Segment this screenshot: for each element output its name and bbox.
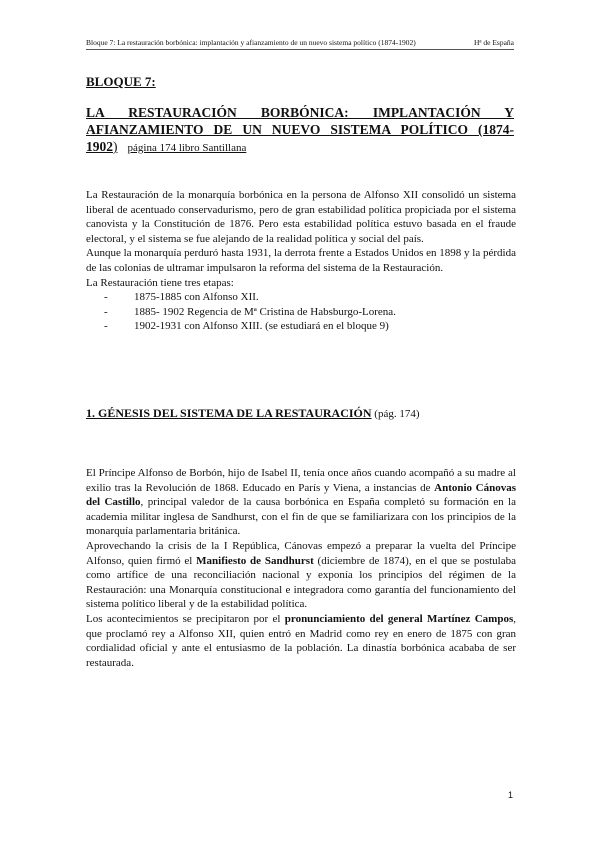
text-run: El Príncipe Alfonso de Borbón, hijo de Isabel II, tenía once años cuando acompañó a su madre al exilio tras la Revolución de 1868. Educado en París y Viena, a instancias de: [86, 467, 516, 494]
intro-paragraph-2: Aunque la monarquía perduró hasta 1931, la derrota frente a Estados Unidos en 1898 y la pérdida de las colonias de ultramar impulsaron la reforma del sistema de la Restauración.: [86, 247, 516, 274]
genesis-paragraph-2: [86, 539, 516, 612]
text-run: Aprovechando la crisis de la I República, Cánovas empezó a preparar la vuelta del Príncipe Alfonso, quien firmó el: [86, 539, 516, 567]
list-bullet: -: [104, 291, 108, 304]
stages-list: [86, 290, 516, 334]
section-1-heading: [86, 406, 420, 421]
page-number: 1: [508, 790, 514, 800]
section-1-body: [86, 466, 516, 670]
text-run: (diciembre de 1874), en el que se postulaba como artífice de una reconciliación nacional y exponía los principios del régimen de la Restauración: una Monarquía constitucional e integradora como garantía del funcionamiento del sistema político liberal y de la estabilidad política.: [86, 554, 516, 611]
list-item: [86, 319, 516, 334]
intro-section: [86, 188, 516, 334]
title-paren: ): [113, 139, 118, 154]
bold-pronunciamiento: pronunciamiento del general Martínez Campos: [284, 612, 514, 625]
title-line-3: [86, 138, 514, 157]
list-item: [86, 290, 516, 305]
stage-text: 1875-1885 con Alfonso XII.: [134, 291, 259, 304]
list-bullet: -: [104, 305, 108, 318]
section-1-page-ref: (pág. 174): [371, 408, 420, 420]
document-title: [86, 104, 514, 157]
textbook-reference: página 174 libro Santillana: [127, 142, 247, 154]
header-title: Bloque 7: La restauración borbónica: implantación y afianzamiento de un nuevo sistema político (1874-1902): [86, 38, 416, 47]
stage-text: 1885- 1902 Regencia de Mª Cristina de Habsburgo-Lorena.: [134, 305, 396, 318]
intro-paragraph-3: La Restauración tiene tres etapas:: [86, 276, 234, 289]
genesis-paragraph-3: [86, 612, 516, 670]
stage-text: 1902-1931 con Alfonso XIII. (se estudiará en el bloque 9): [134, 320, 389, 333]
list-bullet: -: [104, 320, 108, 333]
text-run: , principal valedor de la causa borbónica en España completó su formación en la academia militar inglesa de Sandhurst, con el fin de que se familiarizara con los principios de la monarquía parlamentaria británica.: [86, 496, 516, 538]
bold-manifesto: Manifiesto de Sandhurst: [196, 554, 314, 567]
text-run: Los acontecimientos se precipitaron por el: [86, 612, 285, 625]
list-item: [86, 305, 516, 320]
section-1-title: 1. GÉNESIS DEL SISTEMA DE LA RESTAURACIÓN: [86, 406, 372, 420]
title-year-end: 1902: [86, 139, 113, 154]
text-run: , que proclamó rey a Alfonso XII, quien entró en Madrid como rey en enero de 1875 con gran cordialidad oficial y ante el entusiasmo de la población. La dinastía borbónica acababa de ser restaurada.: [86, 612, 516, 669]
title-line-1: LA RESTAURACIÓN BORBÓNICA: IMPLANTACIÓN Y: [86, 105, 514, 120]
header-subject: Hª de España: [474, 38, 514, 47]
bold-name-canovas: Antonio Cánovas del Castillo: [86, 481, 516, 509]
intro-paragraph-1: La Restauración de la monarquía borbónica en la persona de Alfonso XII consolidó un sistema liberal de acentuado conservadurismo, pero de gran estabilidad política propiciada por el sistema canovista y la Constitución de 1876. Pero esta estabilidad política estuvo basada en el fraude electoral, y el sistema se fue alejando de la realidad política y social del país.: [86, 189, 516, 245]
running-header: [86, 38, 514, 50]
title-line-2: AFIANZAMIENTO DE UN NUEVO SISTEMA POLÍTICO (1874-: [86, 122, 514, 137]
genesis-paragraph-1: [86, 466, 516, 539]
block-label: BLOQUE 7:: [86, 74, 156, 89]
